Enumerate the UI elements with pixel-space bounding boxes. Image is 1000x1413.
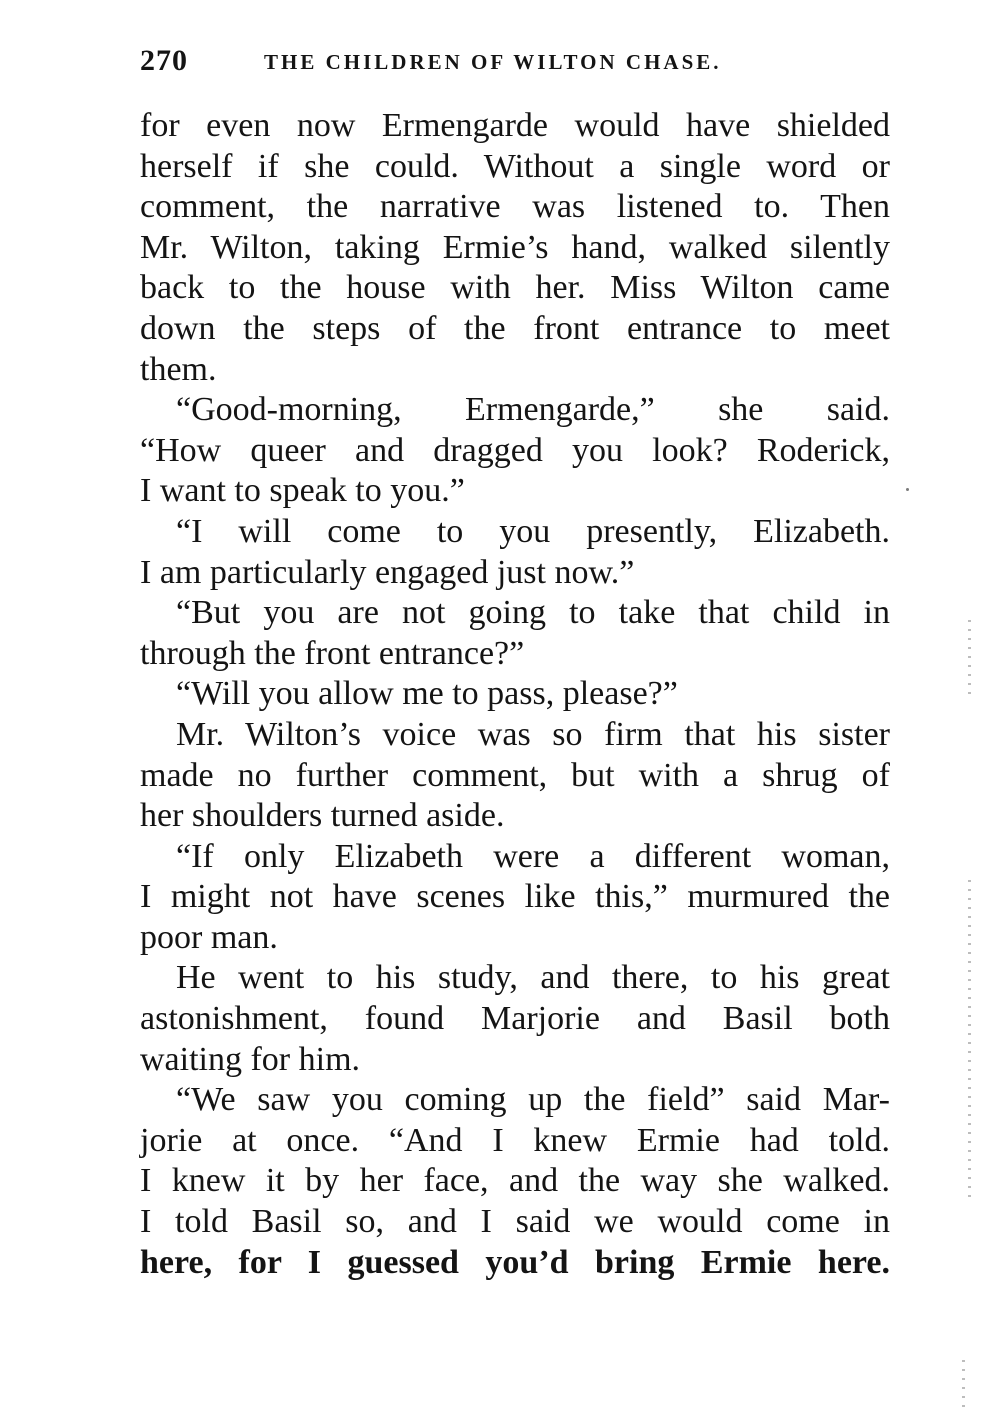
text-line: “We saw you coming up the field” said Mar- xyxy=(176,1081,890,1119)
scan-speck xyxy=(906,488,909,491)
text-line: “How queer and dragged you look? Roderick, xyxy=(140,431,890,469)
text-line: comment, the narrative was listened to. Then xyxy=(140,188,890,226)
text-line: “But you are not going to take that child in xyxy=(176,594,890,632)
text-line: down the steps of the front entrance to meet xyxy=(140,309,890,347)
text-line: back to the house with her. Miss Wilton came xyxy=(140,269,890,307)
scan-margin-dots xyxy=(968,620,971,700)
text-line: I told Basil so, and I said we would come in xyxy=(140,1203,890,1241)
text-line: here, for I guessed you’d bring Ermie here. xyxy=(140,1243,890,1281)
page-header xyxy=(140,44,890,84)
text-line: “If only Elizabeth were a different woman, xyxy=(176,837,890,875)
text-line: herself if she could. Without a single word or xyxy=(140,147,890,185)
text-line: them. xyxy=(140,350,217,388)
text-line: astonishment, found Marjorie and Basil both xyxy=(140,1000,890,1038)
text-line: her shoulders turned aside. xyxy=(140,797,505,835)
page-number: 270 xyxy=(140,44,188,77)
scan-margin-dots xyxy=(962,1360,965,1410)
text-line: He went to his study, and there, to his great xyxy=(176,959,890,997)
text-line: “I will come to you presently, Elizabeth. xyxy=(176,512,890,550)
text-line: “Will you allow me to pass, please?” xyxy=(176,675,678,713)
text-line: for even now Ermengarde would have shielded xyxy=(140,107,890,144)
text-line: made no further comment, but with a shrug of xyxy=(140,756,890,794)
running-title: THE CHILDREN OF WILTON CHASE. xyxy=(264,50,722,74)
text-line: jorie at once. “And I knew Ermie had told. xyxy=(140,1121,890,1159)
body-text xyxy=(140,106,890,1283)
text-line: I might not have scenes like this,” murmured the xyxy=(140,878,890,916)
text-line: Mr. Wilton, taking Ermie’s hand, walked silently xyxy=(140,228,890,266)
text-line: poor man. xyxy=(140,918,278,956)
text-line: I knew it by her face, and the way she walked. xyxy=(140,1162,890,1200)
text-line: I am particularly engaged just now.” xyxy=(140,553,635,591)
text-line: through the front entrance?” xyxy=(140,634,525,672)
scan-margin-dots xyxy=(968,880,971,1200)
text-line: Mr. Wilton’s voice was so firm that his sister xyxy=(176,715,890,753)
text-line: “Good-morning, Ermengarde,” she said. xyxy=(176,391,890,429)
text-line: I want to speak to you.” xyxy=(140,472,465,510)
text-line: waiting for him. xyxy=(140,1040,361,1078)
